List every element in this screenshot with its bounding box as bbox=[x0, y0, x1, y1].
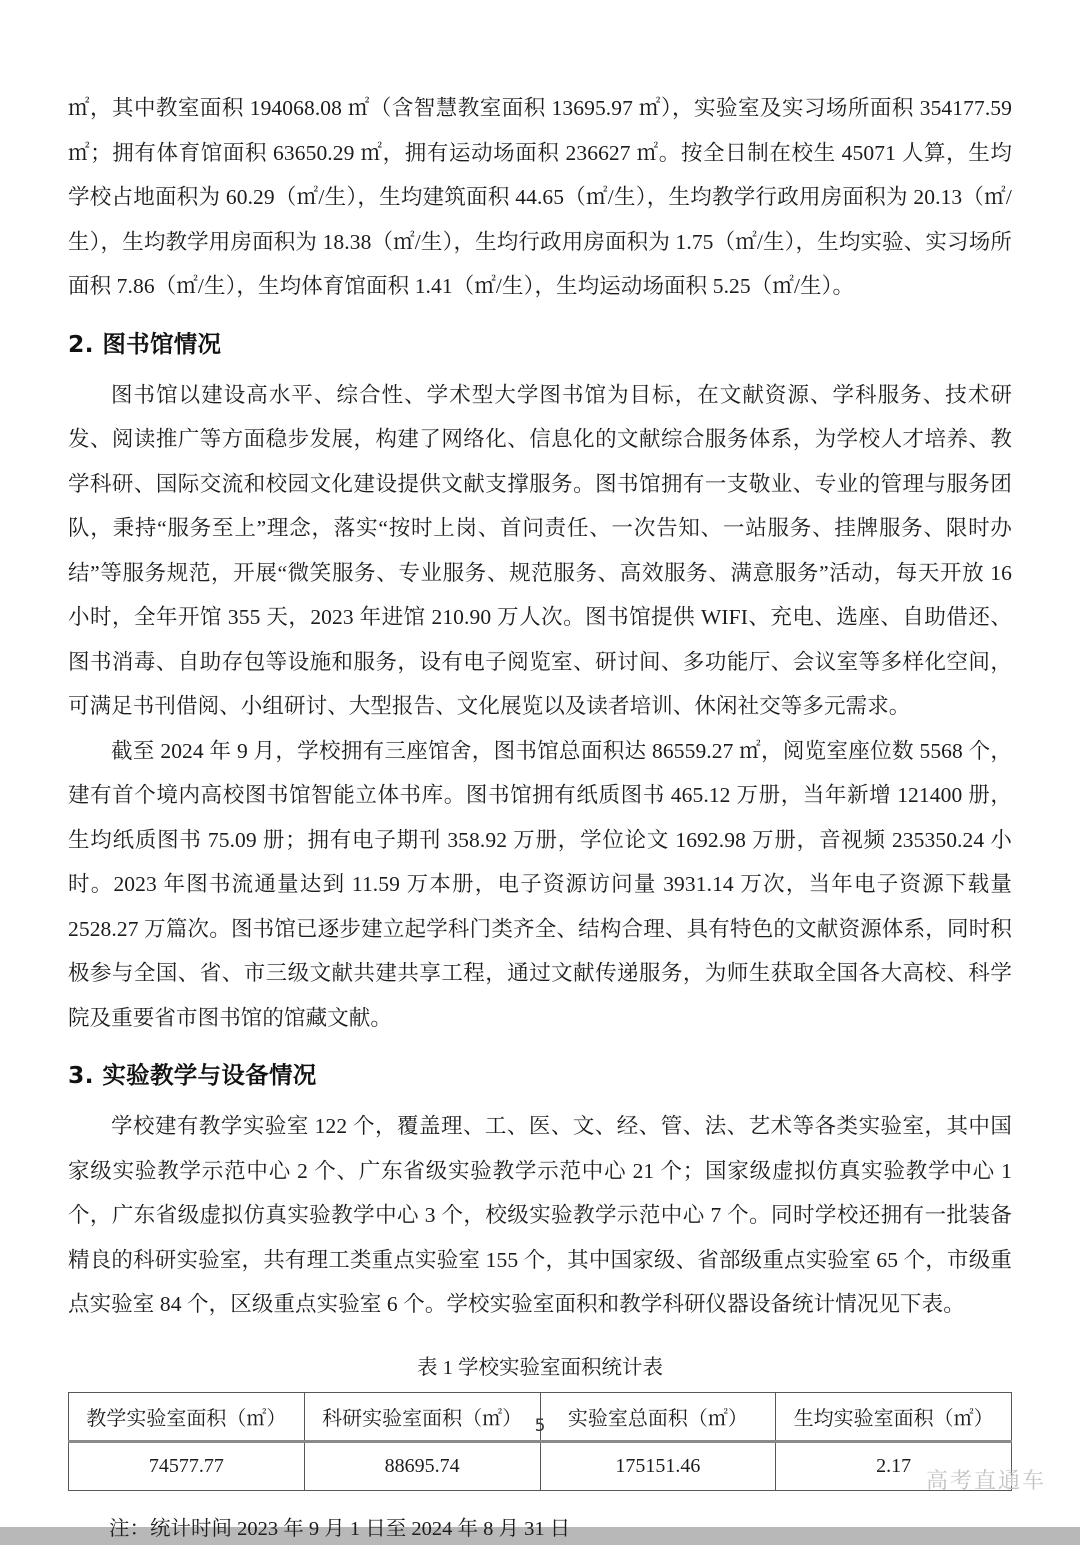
table-row bbox=[69, 1441, 1012, 1490]
paragraph-lab-teaching: 学校建有教学实验室 122 个，覆盖理、工、医、文、经、管、法、艺术等各类实验室，其中国家级实验教学示范中心 2 个、广东省级实验教学示范中心 21 个；国家级虚拟仿真实验教学中心 1 个，广东省级虚拟仿真实验教学中心 3 个，校级实验教学示范中心 7 个。同时学校还拥有一批装备精良的科研实验室，共有理工类重点实验室 155 个，其中国家级、省部级重点实验室 65 个，市级重点实验室 84 个，区级重点实验室 6 个。学校实验室面积和教学科研仪器设备统计情况见下表。 bbox=[68, 1114, 1012, 1316]
table-header-cell: 实验室总面积（㎡） bbox=[540, 1392, 776, 1441]
paragraph-library-overview: 图书馆以建设高水平、综合性、学术型大学图书馆为目标，在文献资源、学科服务、技术研发、阅读推广等方面稳步发展，构建了网络化、信息化的文献综合服务体系，为学校人才培养、教学科研、国际交流和校园文化建设提供文献支撑服务。图书馆拥有一支敬业、专业的管理与服务团队，秉持“服务至上”理念，落实“按时上岗、首问责任、一次告知、一站服务、挂牌服务、限时办结”等服务规范，开展“微笑服务、专业服务、规范服务、高效服务、满意服务”活动，每天开放 16 小时，全年开馆 355 天，2023 年进馆 210.90 万人次。图书馆提供 WIFI、充电、选座、自助借还、图书消毒、自助存包等设施和服务，设有电子阅览室、研讨间、多功能厅、会议室等多样化空间，可满足书刊借阅、小组研讨、大型报告、文化展览以及读者培训、休闲社交等多元需求。 bbox=[68, 382, 1012, 718]
section-heading-lab-teaching: 3. 实验教学与设备情况 bbox=[68, 1061, 317, 1089]
table-header-cell: 生均实验室面积（㎡） bbox=[776, 1392, 1012, 1441]
page-number: 5 bbox=[534, 1416, 546, 1436]
table-cell: 74577.77 bbox=[69, 1441, 305, 1490]
paragraph-library-collection: 截至 2024 年 9 月，学校拥有三座馆舍，图书馆总面积达 86559.27 ㎡，阅览室座位数 5568 个，建有首个境内高校图书馆智能立体书库。图书馆拥有纸质图书 465.12 万册，当年新增 121400 册，生均纸质图书 75.09 册；拥有电子期刊 358.92 万册，学位论文 1692.98 万册，音视频 235350.24 小时。2023 年图书流通量达到 11.59 万本册，电子资源访问量 3931.14 万次，当年电子资源下载量 2528.27 万篇次。图书馆已逐步建立起学科门类齐全、结构合理、具有特色的文献资源体系，同时积极参与全国、省、市三级文献共建共享工程，通过文献传递服务，为师生获取全国各大高校、科学院及重要省市图书馆的馆藏文献。 bbox=[68, 738, 1012, 1030]
table-cell: 2.17 bbox=[776, 1441, 1012, 1490]
table-cell: 88695.74 bbox=[304, 1441, 540, 1490]
table-header-cell: 科研实验室面积（㎡） bbox=[304, 1392, 540, 1441]
table-cell: 175151.46 bbox=[540, 1441, 776, 1490]
section-heading-library: 2. 图书馆情况 bbox=[68, 329, 222, 358]
lab-area-statistics-table bbox=[68, 1392, 1012, 1491]
table-caption: 表 1 学校实验室面积统计表 bbox=[417, 1356, 663, 1379]
watermark: 高考直通车 bbox=[925, 1469, 1046, 1494]
paragraph-facilities-area: ㎡，其中教室面积 194068.08 ㎡（含智慧教室面积 13695.97 ㎡），实验室及实习场所面积 354177.59 ㎡；拥有体育馆面积 63650.29 ㎡，拥有运动场面积 236627 ㎡。按全日制在校生 45071 人算，生均学校占地面积为 60.29（㎡/生），生均建筑面积 44.65（㎡/生），生均教学行政用房面积为 20.13（㎡/生），生均教学用房面积为 18.38（㎡/生），生均行政用房面积为 1.75（㎡/生），生均实验、实习场所面积 7.86（㎡/生），生均体育馆面积 1.41（㎡/生），生均运动场面积 5.25（㎡/生）。 bbox=[68, 96, 1012, 298]
table-header-cell: 教学实验室面积（㎡） bbox=[69, 1392, 305, 1441]
table-note: 注：统计时间 2023 年 9 月 1 日至 2024 年 8 月 31 日 bbox=[109, 1517, 571, 1540]
page-content bbox=[68, 86, 1012, 1545]
